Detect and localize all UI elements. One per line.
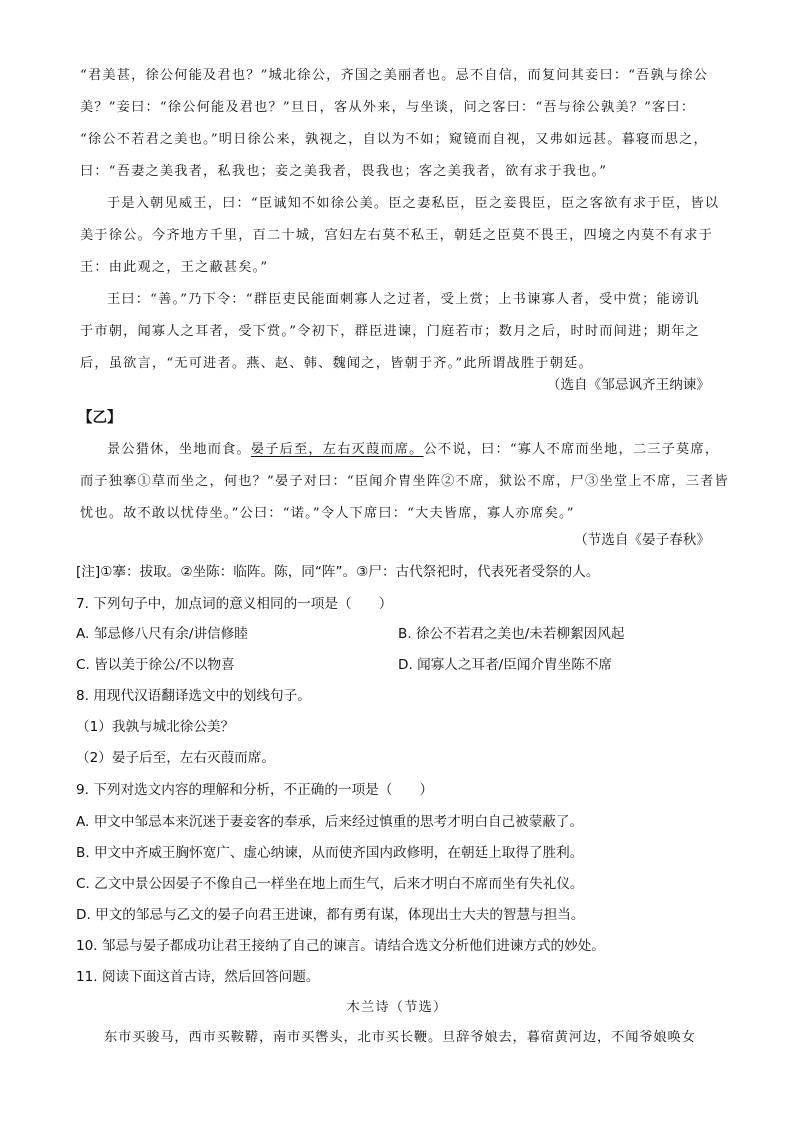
question-7-option-d: D. 闻寡人之耳者/臣闻介胄坐陈不席 [398, 657, 613, 673]
section-heading-yi: 【乙】 [78, 410, 122, 426]
question-11: 11. 阅读下面这首古诗，然后回答问题。 [76, 969, 320, 985]
passage-jia-line: “君美甚，徐公何能及君也？”城北徐公，齐国之美丽者也。忌不自信，而复问其妾曰：“吾孰与徐公 [80, 68, 709, 83]
question-9-option-a: A. 甲文中邹忌本来沉迷于妻妾客的奉承，后来经过慎重的思考才明白自己被蒙蔽了。 [76, 814, 584, 830]
question-9-option-b: B. 甲文中齐威王胸怀宽广、虚心纳谏，从而使齐国内政修明，在朝廷上取得了胜利。 [76, 845, 584, 861]
question-7-option-b: B. 徐公不若君之美也/未若柳絮因风起 [398, 626, 625, 642]
question-7-option-a: A. 邹忌修八尺有余/讲信修睦 [76, 626, 248, 642]
passage-jia-line: 王曰：“善。”乃下令：“群臣吏民能面刺寡人之过者，受上赏；上书谏寡人者，受中赏；能谤讥 [107, 292, 700, 307]
poem-line: 东市买骏马，西市买鞍鞯，南市买辔头，北市买长鞭。旦辞爷娘去，暮宿黄河边，不闻爷娘唤女 [104, 1030, 696, 1045]
passage-yi-text: 景公猎休，坐地而食。 [107, 442, 251, 457]
underlined-sentence: 晏子后至，左右灭葭而席。 [250, 442, 424, 457]
passage-jia-line: 美于徐公。今齐地方千里，百二十城，宫妇左右莫不私王，朝廷之臣莫不畏王，四境之内莫不有求于 [80, 228, 714, 243]
passage-yi-line: 忧也。故不敢以忧侍坐。”公曰：“诺。”令人下席曰：“大夫皆席，寡人亦席矣。” [80, 506, 575, 521]
passage-yi-source: （节选自《晏子春秋》 [574, 532, 710, 548]
question-10: 10. 邹忌与晏子都成功让君王接纳了自己的谏言。请结合选文分析他们进谏方式的妙处。 [76, 938, 605, 954]
poem-title: 木兰诗（节选） [346, 1000, 448, 1015]
footnote: [注]①搴：拔取。②坐陈：临阵。陈，同“阵”。③尸：古代祭祀时，代表死者受祭的人。 [76, 564, 600, 580]
question-8-sentence-2: （2）晏子后至，左右灭葭而席。 [76, 750, 275, 766]
question-9-stem: 9. 下列对选文内容的理解和分析，不正确的一项是（ ） [76, 782, 434, 798]
question-7-stem: 7. 下列句子中，加点词的意义相同的一项是（ ） [76, 596, 393, 612]
question-9-option-c: C. 乙文中景公因晏子不像自己一样坐在地上而生气，后来才明白不席而坐有失礼仪。 [76, 876, 584, 892]
passage-jia-line: “徐公不若君之美也。”明日徐公来，孰视之，自以为不如；窥镜而自视，又弗如远甚。暮寝而思之， [80, 132, 708, 147]
question-7-option-c: C. 皆以美于徐公/不以物喜 [76, 657, 235, 673]
passage-yi-line: 而子独搴①草而坐之，何也？”晏子对曰：“臣闻介胄坐阵②不席，狱讼不席，尸③坐堂上不席，三者皆 [80, 474, 729, 489]
question-9-option-d: D. 甲文的邹忌与乙文的晏子向君王进谏，都有勇有谋，体现出士大夫的智慧与担当。 [76, 907, 585, 923]
passage-yi-text: 公不说，曰：“寡人不席而坐地，二三子莫席， [423, 442, 720, 457]
passage-jia-line: 曰：“吾妻之美我者，私我也；妾之美我者，畏我也；客之美我者，欲有求于我也。” [80, 164, 608, 179]
passage-jia-line: 于是入朝见威王，曰：“臣诚知不如徐公美。臣之妻私臣，臣之妾畏臣，臣之客欲有求于臣，皆以 [107, 196, 720, 211]
passage-jia-line: 于市朝，闻寡人之耳者，受下赏。”令初下，群臣进谏，门庭若市；数月之后，时时而间进；期年之 [80, 324, 701, 339]
question-8-stem: 8. 用现代汉语翻译选文中的划线句子。 [76, 688, 311, 704]
question-8-sentence-1: （1）我孰与城北徐公美？ [76, 719, 235, 735]
passage-jia-line: 美？”妾曰：“徐公何能及君也？”旦日，客从外来，与坐谈，问之客曰：“吾与徐公孰美？”客曰： [80, 100, 696, 115]
passage-jia-source: （选自《邹忌讽齐王纳谏》 [546, 377, 710, 393]
passage-jia-line: 王：由此观之，王之蔽甚矣。” [80, 260, 269, 275]
passage-jia-line: 后，虽欲言，“无可进者。燕、赵、韩、魏闻之，皆朝于齐。”此所谓战胜于朝廷。 [80, 356, 593, 371]
passage-yi-line [107, 440, 719, 460]
